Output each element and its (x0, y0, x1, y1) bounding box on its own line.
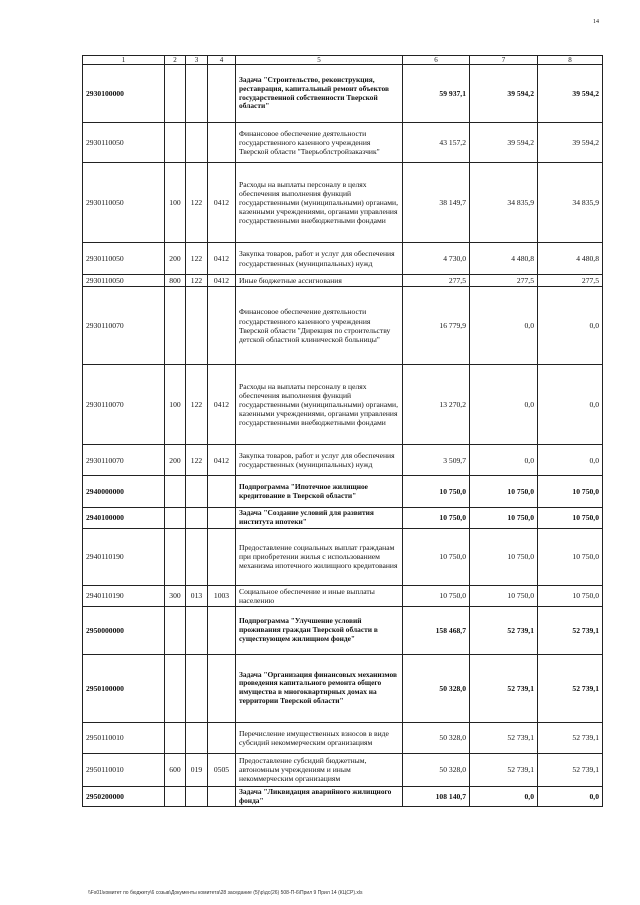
column-number: 2 (165, 56, 186, 65)
row-amount-col7: 4 480,8 (470, 243, 538, 275)
row-expense-type (165, 786, 186, 807)
row-amount-col8: 39 594,2 (538, 65, 603, 123)
table-row (83, 445, 603, 476)
row-code: 2950100000 (83, 654, 165, 722)
row-amount-col6: 13 270,2 (403, 365, 470, 445)
row-amount-col6: 10 750,0 (403, 476, 470, 508)
row-section: 122 (186, 365, 208, 445)
row-subsection: 0412 (208, 445, 236, 476)
row-amount-col7: 52 739,1 (470, 722, 538, 753)
row-amount-col8: 34 835,9 (538, 163, 603, 243)
row-amount-col6: 3 509,7 (403, 445, 470, 476)
table-row (83, 606, 603, 654)
table-row (83, 786, 603, 807)
row-amount-col8: 52 739,1 (538, 753, 603, 786)
row-description: Задача "Ликвидация аварийного жилищного фонда" (236, 786, 403, 807)
row-subsection (208, 287, 236, 365)
table-row (83, 65, 603, 123)
row-subsection: 0412 (208, 163, 236, 243)
table-row (83, 585, 603, 606)
row-section: 122 (186, 275, 208, 287)
row-section (186, 654, 208, 722)
row-code: 2940000000 (83, 476, 165, 508)
table-row (83, 163, 603, 243)
row-code: 2930110070 (83, 365, 165, 445)
table-row (83, 654, 603, 722)
row-amount-col7: 0,0 (470, 287, 538, 365)
row-amount-col6: 43 157,2 (403, 123, 470, 163)
table-row (83, 275, 603, 287)
row-subsection (208, 528, 236, 585)
row-description: Расходы на выплаты персоналу в целях обеспечения выполнения функций государственными (муниципальными) органами, казенными учреждениями, органами управления государственными внебюджетными фондами (236, 163, 403, 243)
row-section (186, 65, 208, 123)
row-amount-col7: 10 750,0 (470, 476, 538, 508)
row-amount-col8: 0,0 (538, 786, 603, 807)
row-amount-col7: 52 739,1 (470, 606, 538, 654)
row-expense-type: 100 (165, 365, 186, 445)
row-expense-type (165, 287, 186, 365)
row-amount-col6: 10 750,0 (403, 585, 470, 606)
row-amount-col8: 10 750,0 (538, 585, 603, 606)
row-amount-col8: 10 750,0 (538, 476, 603, 508)
column-number: 6 (403, 56, 470, 65)
row-amount-col8: 10 750,0 (538, 528, 603, 585)
row-amount-col8: 39 594,2 (538, 123, 603, 163)
row-description: Предоставление социальных выплат гражданам при приобретении жилья с использованием механизма ипотечного жилищного кредитования (236, 528, 403, 585)
row-amount-col6: 10 750,0 (403, 508, 470, 529)
column-number: 5 (236, 56, 403, 65)
row-description: Закупка товаров, работ и услуг для обеспечения государственных (муниципальных) нужд (236, 243, 403, 275)
row-amount-col6: 50 328,0 (403, 654, 470, 722)
row-section (186, 123, 208, 163)
column-number: 4 (208, 56, 236, 65)
row-code: 2950110010 (83, 753, 165, 786)
row-expense-type: 200 (165, 445, 186, 476)
row-expense-type (165, 65, 186, 123)
row-amount-col8: 4 480,8 (538, 243, 603, 275)
row-subsection (208, 654, 236, 722)
row-code: 2950110010 (83, 722, 165, 753)
row-expense-type (165, 528, 186, 585)
row-amount-col8: 52 739,1 (538, 606, 603, 654)
row-expense-type (165, 722, 186, 753)
table-row (83, 528, 603, 585)
row-expense-type (165, 654, 186, 722)
row-amount-col6: 158 468,7 (403, 606, 470, 654)
row-amount-col6: 50 328,0 (403, 753, 470, 786)
row-amount-col7: 10 750,0 (470, 585, 538, 606)
row-amount-col6: 59 937,1 (403, 65, 470, 123)
row-expense-type: 300 (165, 585, 186, 606)
row-code: 2930110050 (83, 243, 165, 275)
row-subsection: 0412 (208, 275, 236, 287)
row-amount-col6: 50 328,0 (403, 722, 470, 753)
row-amount-col8: 277,5 (538, 275, 603, 287)
row-amount-col6: 16 779,9 (403, 287, 470, 365)
row-expense-type (165, 508, 186, 529)
row-expense-type: 100 (165, 163, 186, 243)
row-amount-col7: 52 739,1 (470, 654, 538, 722)
row-description: Иные бюджетные ассигнования (236, 275, 403, 287)
row-code: 2930110070 (83, 445, 165, 476)
table-row (83, 365, 603, 445)
row-amount-col8: 0,0 (538, 287, 603, 365)
row-expense-type (165, 476, 186, 508)
table-row (83, 722, 603, 753)
row-description: Расходы на выплаты персоналу в целях обеспечения выполнения функций государственными (муниципальными) органами, казенными учреждениями, органами управления государственными внебюджетными фондами (236, 365, 403, 445)
row-code: 2940110190 (83, 528, 165, 585)
row-code: 2930110050 (83, 163, 165, 243)
row-amount-col7: 0,0 (470, 445, 538, 476)
row-description: Социальное обеспечение и иные выплаты населению (236, 585, 403, 606)
row-expense-type: 600 (165, 753, 186, 786)
row-subsection: 0412 (208, 243, 236, 275)
row-code: 2950000000 (83, 606, 165, 654)
row-code: 2940110190 (83, 585, 165, 606)
column-number-row (83, 56, 603, 65)
row-section: 122 (186, 243, 208, 275)
table-row (83, 287, 603, 365)
row-description: Подпрограмма "Улучшение условий проживания граждан Тверской области в существующем жилищном фонде" (236, 606, 403, 654)
row-amount-col8: 52 739,1 (538, 654, 603, 722)
row-amount-col7: 39 594,2 (470, 65, 538, 123)
row-amount-col7: 0,0 (470, 786, 538, 807)
row-amount-col7: 10 750,0 (470, 508, 538, 529)
table-row (83, 243, 603, 275)
row-section: 122 (186, 445, 208, 476)
row-section (186, 287, 208, 365)
row-subsection (208, 722, 236, 753)
row-section: 122 (186, 163, 208, 243)
row-description: Перечисление имущественных взносов в виде субсидий некоммерческим организациям (236, 722, 403, 753)
row-amount-col6: 4 730,0 (403, 243, 470, 275)
row-amount-col6: 277,5 (403, 275, 470, 287)
row-amount-col7: 0,0 (470, 365, 538, 445)
row-amount-col7: 277,5 (470, 275, 538, 287)
row-expense-type (165, 606, 186, 654)
row-amount-col8: 52 739,1 (538, 722, 603, 753)
row-subsection (208, 786, 236, 807)
column-number: 3 (186, 56, 208, 65)
row-code: 2930110050 (83, 123, 165, 163)
row-description: Задача "Организация финансовых механизмов проведения капитального ремонта общего имущества в многоквартирных домах на территории Тверской области" (236, 654, 403, 722)
file-path-footer: \\Fs01\комитет по бюджету\6 созыв\Документы комитета\28 заседание (5)\р\дс(26) 508-П-6\Прил 9 Прил 14 (КЦСР).xls (88, 890, 363, 896)
row-description: Подпрограмма "Ипотечное жилищное кредитование в Тверской области" (236, 476, 403, 508)
row-amount-col8: 0,0 (538, 365, 603, 445)
column-number: 8 (538, 56, 603, 65)
row-subsection: 0412 (208, 365, 236, 445)
row-subsection (208, 508, 236, 529)
column-number: 7 (470, 56, 538, 65)
table-row (83, 753, 603, 786)
row-section: 019 (186, 753, 208, 786)
row-section (186, 722, 208, 753)
budget-table (82, 55, 603, 807)
row-amount-col8: 0,0 (538, 445, 603, 476)
row-description: Предоставление субсидий бюджетным, автономным учреждениям и иным некоммерческим организациям (236, 753, 403, 786)
row-subsection: 0505 (208, 753, 236, 786)
row-section (186, 528, 208, 585)
row-description: Закупка товаров, работ и услуг для обеспечения государственных (муниципальных) нужд (236, 445, 403, 476)
row-description: Задача "Создание условий для развития института ипотеки" (236, 508, 403, 529)
row-amount-col6: 108 140,7 (403, 786, 470, 807)
row-section (186, 606, 208, 654)
row-amount-col8: 10 750,0 (538, 508, 603, 529)
row-description: Финансовое обеспечение деятельности государственного казенного учреждения Тверской области "Дирекция по строительству детской областной клинической больницы" (236, 287, 403, 365)
row-subsection (208, 606, 236, 654)
row-amount-col7: 39 594,2 (470, 123, 538, 163)
row-subsection (208, 123, 236, 163)
row-code: 2930100000 (83, 65, 165, 123)
table-row (83, 476, 603, 508)
row-amount-col7: 52 739,1 (470, 753, 538, 786)
row-amount-col6: 38 149,7 (403, 163, 470, 243)
row-section (186, 476, 208, 508)
row-code: 2930110070 (83, 287, 165, 365)
table-row (83, 123, 603, 163)
row-expense-type (165, 123, 186, 163)
row-subsection (208, 476, 236, 508)
row-section (186, 508, 208, 529)
row-expense-type: 800 (165, 275, 186, 287)
row-subsection: 1003 (208, 585, 236, 606)
row-code: 2930110050 (83, 275, 165, 287)
row-amount-col7: 34 835,9 (470, 163, 538, 243)
row-description: Финансовое обеспечение деятельности государственного казенного учреждения Тверской области "Тверьоблстройзаказчик" (236, 123, 403, 163)
row-subsection (208, 65, 236, 123)
row-description: Задача "Строительство, реконструкция, реставрация, капитальный ремонт объектов государственной собственности Тверской области" (236, 65, 403, 123)
row-amount-col6: 10 750,0 (403, 528, 470, 585)
table-row (83, 508, 603, 529)
page-number: 14 (593, 19, 599, 25)
row-expense-type: 200 (165, 243, 186, 275)
row-section (186, 786, 208, 807)
row-section: 013 (186, 585, 208, 606)
column-number: 1 (83, 56, 165, 65)
row-code: 2950200000 (83, 786, 165, 807)
row-code: 2940100000 (83, 508, 165, 529)
row-amount-col7: 10 750,0 (470, 528, 538, 585)
